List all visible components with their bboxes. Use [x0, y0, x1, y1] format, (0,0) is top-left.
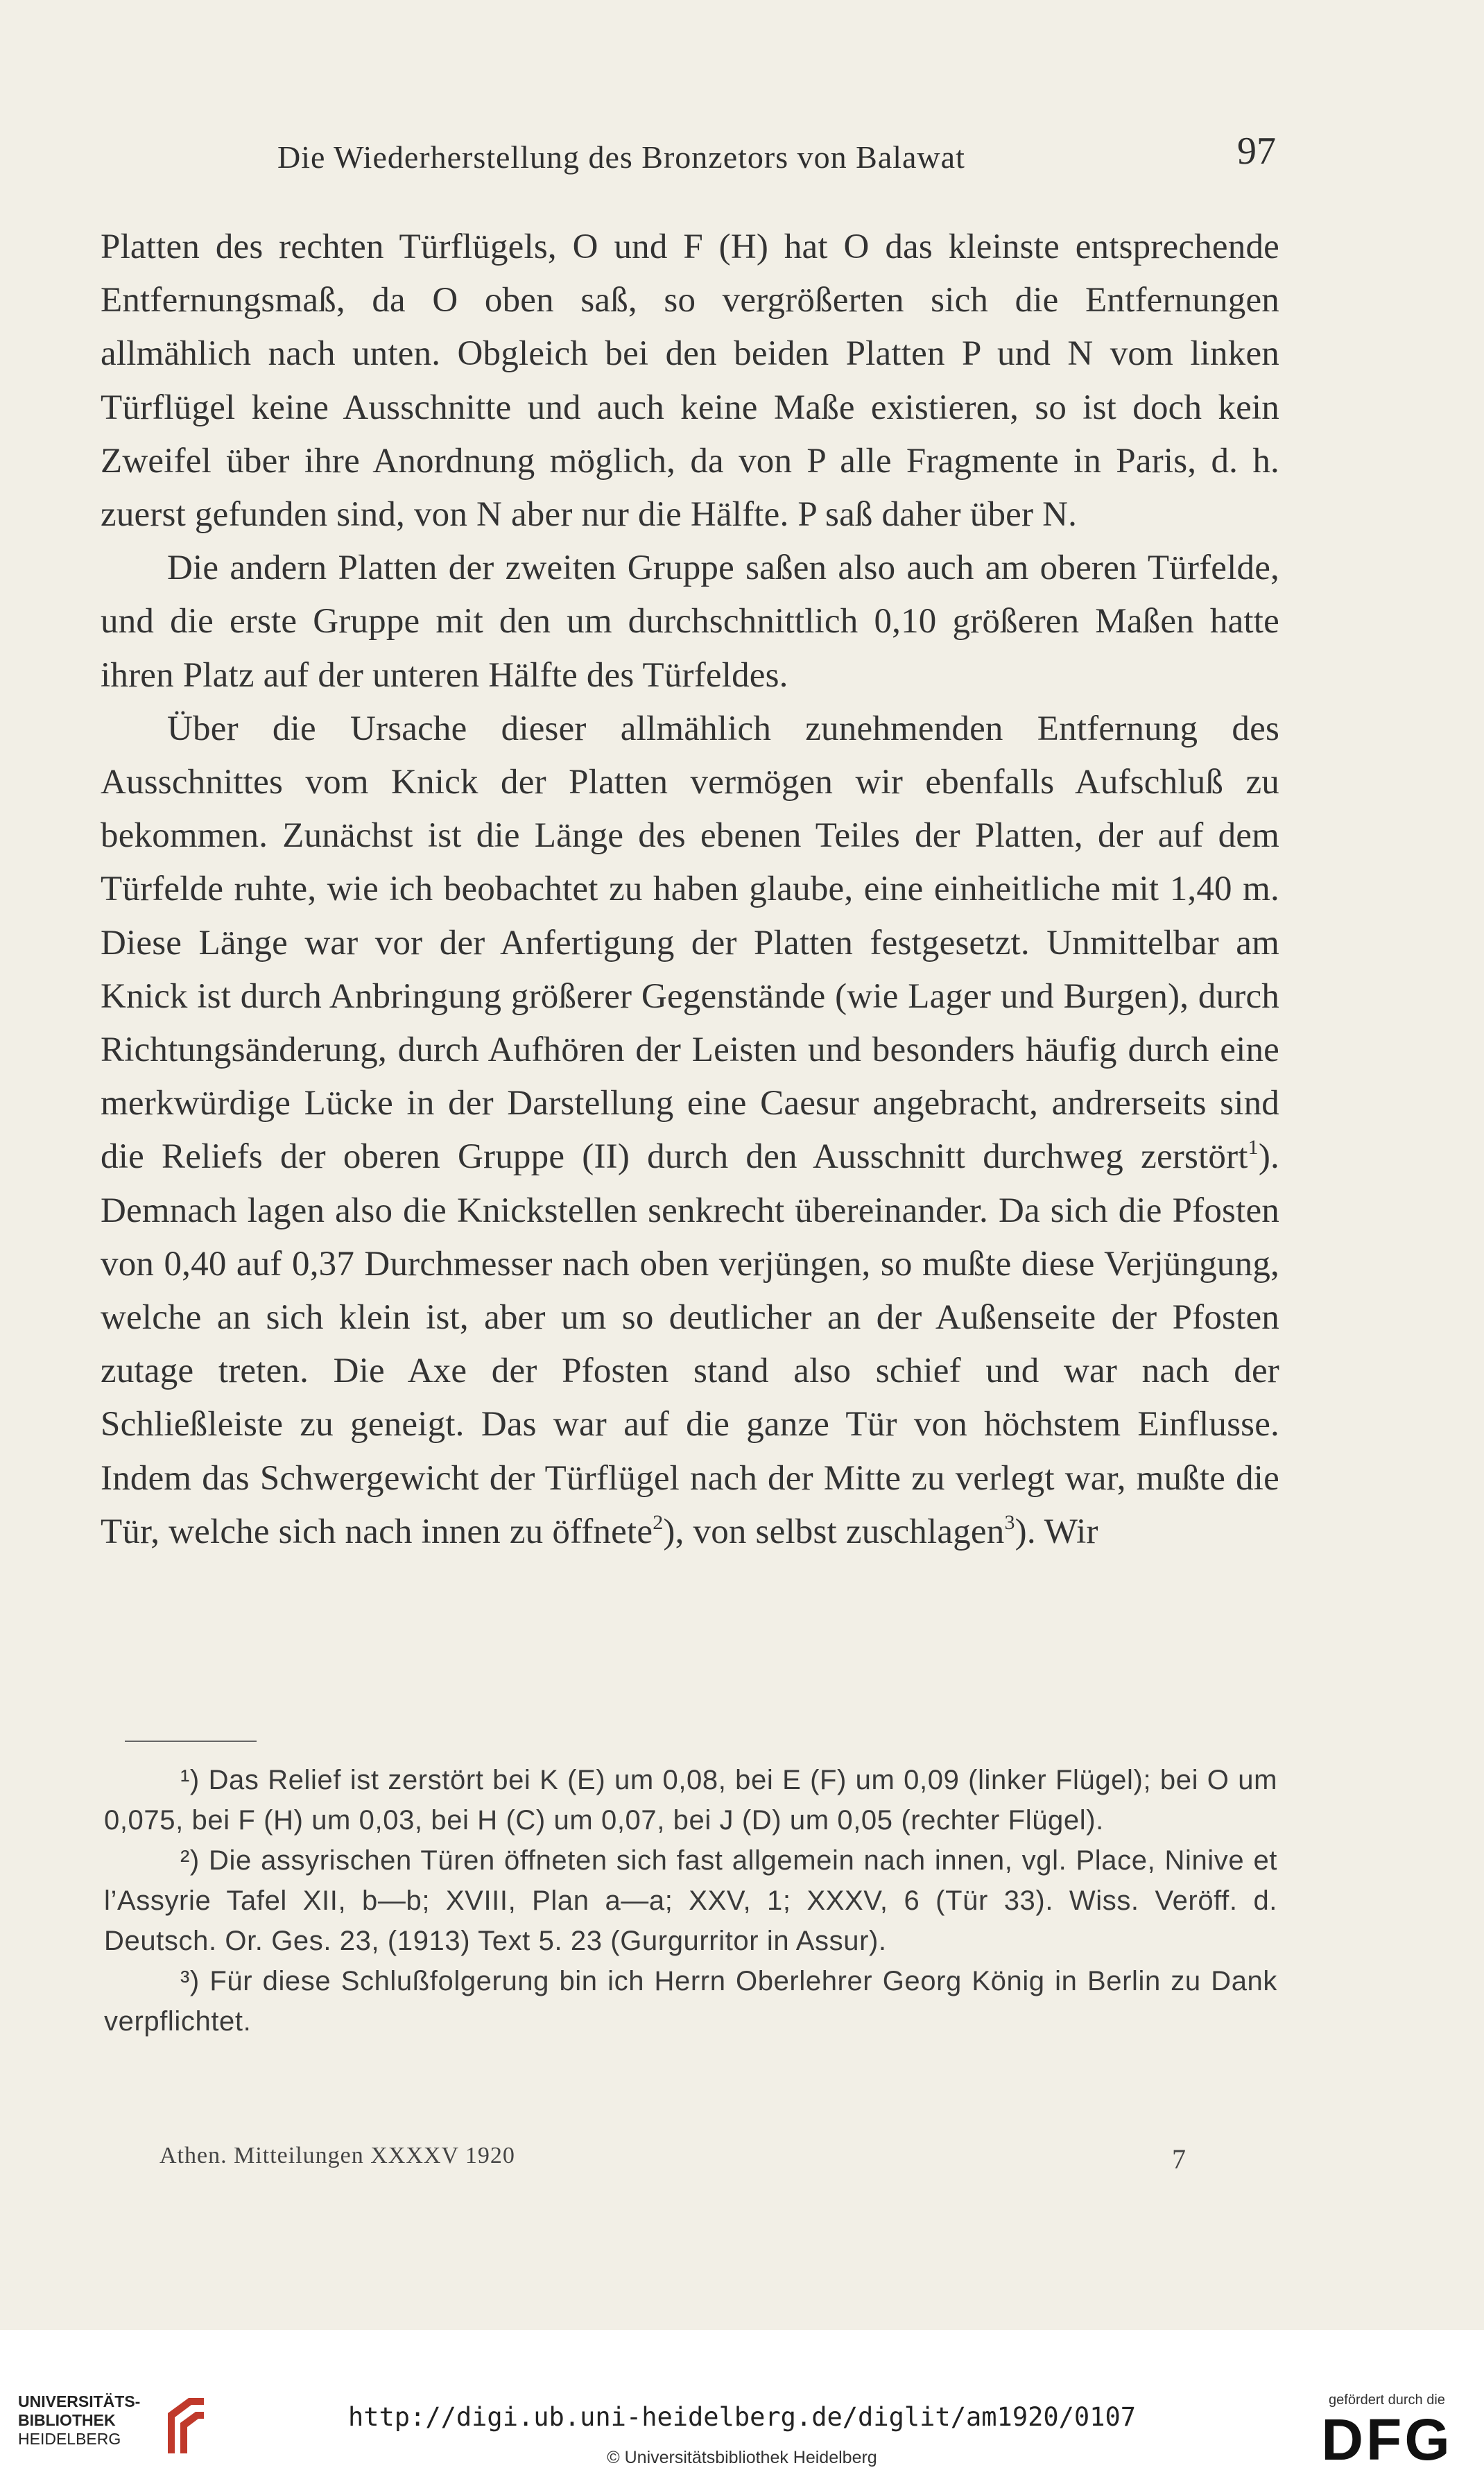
- copyright-notice: © Universitätsbibliothek Heidelberg: [607, 2448, 877, 2467]
- page-header: [97, 123, 1276, 179]
- paragraph-3-part-b: ). Demnach lagen also die Knickstellen senkrecht übereinander. Da sich die Pfosten von 0,40 auf 0,37 Durchmesser nach oben verjüngen, so mußte diese Verjüngung, welche an sich klein ist, aber um so deutlicher an der Außenseite der Pfosten zutage treten. Die Axe der Pfosten stand also schief und war nach der Schließleiste zu geneigt. Das war auf die ganze Tür von höchstem Einflusse. Indem das Schwergewicht der Türflügel nach der Mitte zu verlegt war, mußte die Tür, welche sich nach innen zu öffnete: [101, 1137, 1279, 1551]
- paragraph-3-part-d: ). Wir: [1015, 1512, 1098, 1551]
- sheet-number: 7: [1172, 2143, 1186, 2175]
- footnote-1: ¹) Das Relief ist zerstört bei K (E) um 0,08, bei E (F) um 0,09 (linker Flügel); bei O um 0,075, bei F (H) um 0,03, bei H (C) um 0,07, bei J (D) um 0,05 (rechter Flügel).: [104, 1765, 1277, 1836]
- permalink-url[interactable]: http://digi.ub.uni-heidelberg.de/diglit/am1920/0107: [347, 2402, 1137, 2432]
- running-title: Die Wiederherstellung des Bronzetors von Balawat: [277, 139, 965, 175]
- page-number: 97: [1237, 130, 1276, 173]
- signature-line: [159, 2143, 1186, 2177]
- paragraph-3-part-a: Über die Ursache dieser allmählich zunehmenden Entfernung des Ausschnittes vom Knick der Platten vermögen wir ebenfalls Aufschluß zu bekommen. Zunächst ist die Länge des ebenen Teiles der Platten, der auf dem Türfelde ruhte, wie ich beobachtet zu haben glaube, eine einheitliche mit 1,40 m. Diese Länge war vor der Anfertigung der Platten festgesetzt. Unmittelbar am Knick ist durch Anbringung größerer Gegenstände (wie Lager und Burgen), durch Richtungsänderung, durch Aufhören der Leisten und besonders häufig durch eine merkwürdige Lücke in der Darstellung eine Caesur angebracht, andrerseits sind die Reliefs der oberen Gruppe (II) durch den Ausschnitt durchweg zerstört: [101, 709, 1279, 1177]
- footnotes: [104, 1760, 1277, 2042]
- digitization-footer: [0, 2352, 1484, 2486]
- paragraph-1: Platten des rechten Türflügels, O und F (H) hat O das kleinste entsprechende Entfernungsmaß, da O oben saß, so vergrößerten sich die Entfernungen allmählich nach unten. Obgleich bei den beiden Platten P und N vom linken Türflügel keine Ausschnitte und auch keine Maße existieren, so ist doch kein Zweifel über ihre Anordnung möglich, da von P alle Fragmente in Paris, d. h. zuerst gefunden sind, von N aber nur die Hälfte. P saß daher über N.: [101, 227, 1279, 535]
- dfg-caption: gefördert durch die: [1329, 2392, 1445, 2408]
- footnote-divider: [125, 1741, 257, 1742]
- footnote-3: ³) Für diese Schlußfolgerung bin ich Herrn Oberlehrer Georg König in Berlin zu Dank verpflichtet.: [104, 1966, 1277, 2037]
- body-text: [101, 221, 1279, 1559]
- journal-signature: Athen. Mitteilungen XXXXV 1920: [159, 2143, 515, 2168]
- paragraph-3-part-c: ), von selbst zuschlagen: [663, 1512, 1005, 1551]
- library-name-line-3: HEIDELBERG: [18, 2430, 121, 2448]
- paragraph-2: Die andern Platten der zweiten Gruppe saßen also auch am oberen Türfelde, und die erste Gruppe mit den um durchschnittlich 0,10 größeren Maßen hatte ihren Platz auf der unteren Hälfte des Türfeldes.: [101, 549, 1279, 695]
- footnote-ref-2[interactable]: 2: [653, 1510, 664, 1534]
- footnote-ref-1[interactable]: 1: [1248, 1136, 1259, 1159]
- library-name-line-2: BIBLIOTHEK: [18, 2411, 116, 2429]
- footnote-ref-3[interactable]: 3: [1004, 1510, 1015, 1534]
- dfg-logo: DFG: [1321, 2407, 1453, 2472]
- paragraph-3: [101, 702, 1279, 1559]
- dfg-funding-logo[interactable]: [1304, 2392, 1470, 2476]
- library-mark-icon: [161, 2392, 209, 2456]
- library-name-line-1: UNIVERSITÄTS-: [18, 2392, 141, 2410]
- footnote-2: ²) Die assyrischen Türen öffneten sich fast allgemein nach innen, vgl. Place, Ninive et l’Assyrie Tafel XII, b—b; XVIII, Plan a—a; XXV, 1; XXXV, 6 (Tür 33). Wiss. Veröff. d. Deutsch. Or. Ges. 23, (1913) Text 5. 23 (Gurgurritor in Assur).: [104, 1845, 1277, 1956]
